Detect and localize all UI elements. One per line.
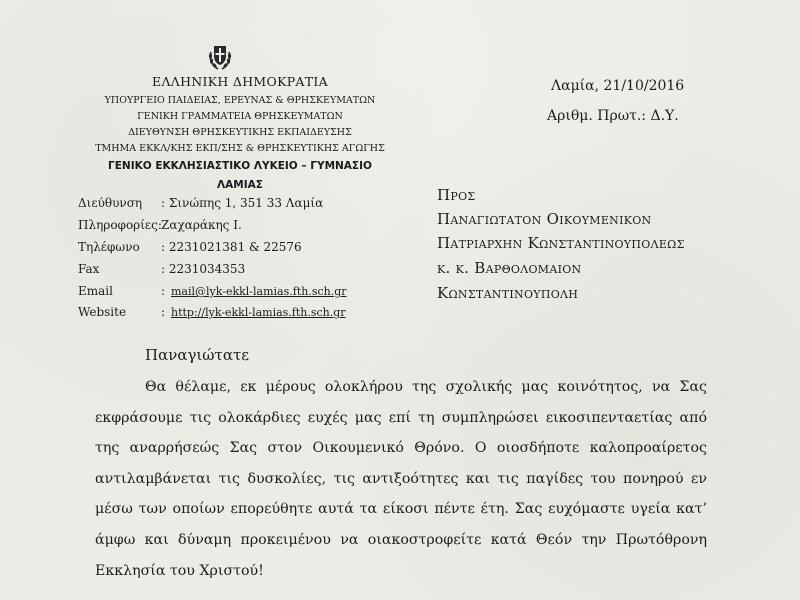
contact-email-label: Email xyxy=(78,284,113,298)
ministry-title: ΥΠΟΥΡΓΕΙΟ ΠΑΙΔΕΙΑΣ, ΕΡΕΥΝΑΣ & ΘΡΗΣΚΕΥΜΑΤΩΝ xyxy=(104,95,376,106)
recipient-line1: Παναγιωτατον Οικουμενικον xyxy=(437,210,652,228)
contact-address xyxy=(78,196,323,210)
contact-email-sep: : xyxy=(161,284,166,298)
school-name-line1: ΓΕΝΙΚΟ ΕΚΚΛΗΣΙΑΣΤΙΚΟ ΛΥΚΕΙΟ – ΓΥΜΝΑΣΙΟ xyxy=(108,160,372,172)
salutation: Παναγιώτατε xyxy=(145,346,250,364)
recipient-line2: Πατριαρχην Κωνσταντινουπολεως xyxy=(437,234,685,252)
contact-info-label: Πληροφορίες: xyxy=(78,218,162,232)
school-name-line2: ΛΑΜΙΑΣ xyxy=(217,179,263,191)
secretariat-title: ΓΕΝΙΚΗ ΓΡΑΜΜΑΤΕΙΑ ΘΡΗΣΚΕΥΜΑΤΩΝ xyxy=(137,111,343,122)
contact-address-value: : Σινώπης 1, 351 33 Λαμία xyxy=(161,196,324,210)
contact-address-label: Διεύθυνση xyxy=(78,196,143,210)
recipient-line3: κ. κ. Βαρθολομαιον xyxy=(437,259,582,277)
contact-fax-value: : 2231034353 xyxy=(161,262,246,276)
recipient-to: Προς xyxy=(437,186,476,204)
contact-info-value: Ζαχαράκης Ι. xyxy=(161,218,242,232)
contact-website xyxy=(78,305,346,319)
contact-website-label: Website xyxy=(78,305,127,319)
letter-date: Λαμία, 21/10/2016 xyxy=(551,78,685,94)
department-title: ΤΜΗΜΑ ΕΚΚΛ/ΚΗΣ ΕΚΠ/ΣΗΣ & ΘΡΗΣΚΕΥΤΙΚΗΣ ΑΓΩΓΗΣ xyxy=(95,143,385,154)
website-link[interactable]: http://lyk-ekkl-lamias.fth.sch.gr xyxy=(171,306,346,319)
contact-fax xyxy=(78,262,245,276)
contact-website-sep: : xyxy=(161,305,166,319)
contact-phone xyxy=(78,240,302,254)
recipient-line4: Κωνσταντινουπολη xyxy=(437,284,579,302)
greek-coat-of-arms-icon xyxy=(205,42,235,72)
protocol-number: Αριθμ. Πρωτ.: Δ.Υ. xyxy=(547,108,679,124)
contact-fax-label: Fax xyxy=(78,262,100,276)
contact-phone-value: : 2231021381 & 22576 xyxy=(161,240,302,254)
contact-info xyxy=(78,218,242,232)
republic-title: ΕΛΛΗΝΙΚΗ ΔΗΜΟΚΡΑΤΙΑ xyxy=(152,74,328,89)
directorate-title: ΔΙΕΥΘΥΝΣΗ ΘΡΗΣΚΕΥΤΙΚΗΣ ΕΚΠΑΙΔΕΥΣΗΣ xyxy=(128,127,352,138)
body-paragraph: Θα θέλαμε, εκ μέρους ολοκλήρου της σχολικής μας κοινότητος, να Σας εκφράσουμε τις ολοκάρδιες ευχές μας επί τη συμπληρώσει εικοσιπενταετίας από της αναρρήσεώς Σας στον Οικουμενικό Θρόνο. Ο οιοσδήποτε καλοπροαίρετος αντιλαμβάνεται τις δυσκολίες, τις αντιξοότητες και τις παγίδες του πονηρού εν μέσω των οποίων επορεύθητε αυτά τα είκοσι πέντε έτη. Σας ευχόμαστε υγεία κατ’ άμφω και δύναμη προκειμένου να οιακοστροφείτε κατά Θεόν την Πρωτόθρονη Εκκλησία του Χριστού! xyxy=(95,379,707,579)
contact-phone-label: Τηλέφωνο xyxy=(78,240,140,254)
contact-email xyxy=(78,284,347,298)
email-link[interactable]: mail@lyk-ekkl-lamias.fth.sch.gr xyxy=(171,285,347,298)
